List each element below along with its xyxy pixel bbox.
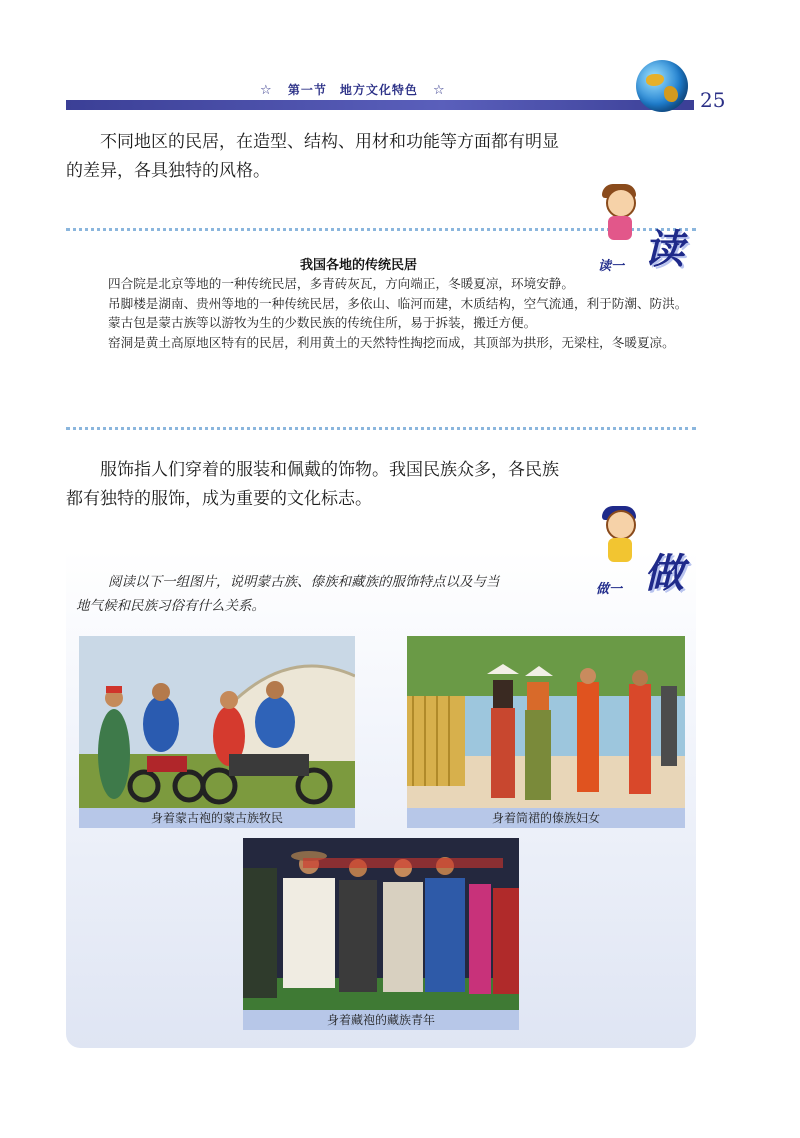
clothing-line-1: 服饰指人们穿着的服装和佩戴的饰物。我国民族众多，各民族 <box>100 460 559 480</box>
read-paragraph-yaodong: 窑洞是黄土高原地区特有的民居，利用黄土的天然特性掏挖而成，其顶部为拱形，无梁柱，冬暖夏凉。 <box>108 334 675 350</box>
do-line-2: 地气候和民族习俗有什么关系。 <box>76 598 265 614</box>
read-tag-small: 读一 <box>598 259 625 274</box>
do-instructions <box>76 570 596 618</box>
do-tag-big: 做 <box>644 550 684 597</box>
globe-icon <box>636 60 688 112</box>
do-line-1: 阅读以下一组图片，说明蒙古族、傣族和藏族的服饰特点以及与当 <box>108 574 500 590</box>
read-paragraph-diaojiaolou: 吊脚楼是湖南、贵州等地的一种传统民居，多依山、临河而建，木质结构，空气流通，利于防潮、防洪。 <box>108 295 688 311</box>
tibetan-youth-photo <box>243 838 519 1010</box>
read-title: 我国各地的传统民居 <box>300 258 418 273</box>
intro-paragraph <box>66 128 626 186</box>
intro-line-2: 的差异，各具独特的风格。 <box>66 161 270 181</box>
star-icon: ☆ <box>433 83 446 98</box>
mongolian-caption: 身着蒙古袍的蒙古族牧民 <box>79 808 355 828</box>
tibetan-caption: 身着藏袍的藏族青年 <box>243 1010 519 1030</box>
intro-line-1: 不同地区的民居，在造型、结构、用材和功能等方面都有明显 <box>100 132 559 152</box>
do-tag-small: 做一 <box>596 582 623 597</box>
clothing-line-2: 都有独特的服饰，成为重要的文化标志。 <box>66 489 372 509</box>
read-paragraph-mengubao: 蒙古包是蒙古族等以游牧为生的少数民族的传统住所，易于拆装，搬迁方便。 <box>108 315 537 330</box>
page-number: 25 <box>700 88 726 112</box>
clothing-paragraph <box>66 456 626 514</box>
mongolian-herders-photo <box>79 636 355 808</box>
section-header <box>260 81 450 98</box>
header-bar <box>66 100 694 110</box>
boy-mascot-icon <box>598 510 638 568</box>
star-icon: ☆ <box>260 83 273 98</box>
section-title: 第一节 地方文化特色 <box>287 83 418 97</box>
girl-mascot-icon <box>598 188 638 246</box>
read-paragraph-siheyuan: 四合院是北京等地的一种传统民居，多青砖灰瓦，方向端正，冬暖夏凉，环境安静。 <box>108 276 574 291</box>
read-tag-big: 读 <box>644 226 684 273</box>
dotted-divider-bottom <box>66 427 696 430</box>
read-body <box>78 274 696 352</box>
dai-caption: 身着筒裙的傣族妇女 <box>407 808 685 828</box>
dai-women-photo <box>407 636 685 808</box>
